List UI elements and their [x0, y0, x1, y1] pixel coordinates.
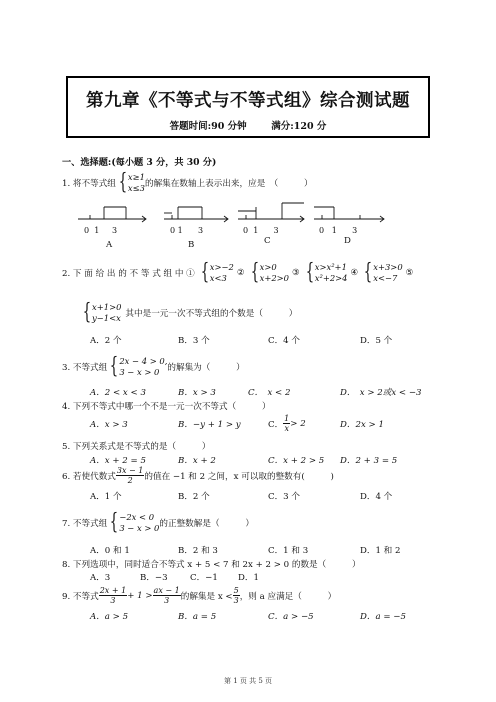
q9-mid-2: 的解集是 x < [180, 591, 233, 602]
question-5: 5. 下列关系式是不等式的是（ ） [62, 442, 211, 452]
q6-tail: 的值在 −1 和 2 之间，x 可以取的整数有( ) [144, 471, 334, 482]
q2-option-b[interactable]: B．3 个 [178, 336, 210, 346]
ineq: 3 − x > 0 [119, 523, 160, 533]
question-9 [62, 586, 336, 605]
q4-options [90, 414, 430, 436]
q8-option-b[interactable]: B．−3 [140, 573, 168, 583]
q5-option-d[interactable]: D．2 + 3 = 5 [340, 456, 398, 466]
q1-text: 1. 将不等式组 [62, 179, 116, 189]
tick: 1 [94, 226, 100, 235]
q5-option-c[interactable]: C．x + 2 > 5 [268, 456, 325, 466]
ineq: x<3 [209, 273, 227, 283]
ineq: y−1<x [92, 313, 121, 323]
tick: 0 [319, 226, 325, 235]
q1-d-ticks [319, 226, 357, 235]
q1-system: { x≥1 x≤3 [118, 170, 145, 195]
tick: 3 [273, 226, 279, 235]
q7-option-a[interactable]: A．0 和 1 [90, 546, 130, 556]
tick: 3 [112, 226, 118, 235]
q1-tail: 的解集在数轴上表示出来，应是 （ ） [144, 179, 313, 189]
q7-system: { −2x < 0 3 − x > 0 [110, 510, 160, 535]
title-box [66, 76, 430, 138]
option-c-label[interactable]: C [264, 236, 271, 246]
q8-option-d[interactable]: D．1 [238, 573, 259, 583]
ineq: x+3>0 [373, 262, 403, 272]
ineq: x²+2>4 [314, 273, 348, 283]
q9-fraction-1 [99, 586, 127, 605]
q6-fraction [116, 466, 144, 485]
ineq: x<−7 [373, 273, 398, 283]
numerator: 3x − 1 [116, 466, 144, 475]
q5-option-a[interactable]: A．x + 2 = 5 [90, 456, 146, 466]
option-a-label[interactable]: A [106, 240, 113, 250]
tick: 3 [198, 226, 204, 235]
numerator: 1 [284, 414, 290, 423]
q8-option-a[interactable]: A．3 [90, 573, 111, 583]
q9-tail: ，则 a 应满足（ ） [239, 591, 337, 602]
q2-system-4: { x+3>0 x<−7 [364, 260, 403, 285]
q1-a-ticks [84, 226, 117, 235]
question-2 [62, 262, 413, 284]
question-4: 4. 下列不等式中哪一个不是一元一次不等式（ ） [62, 402, 271, 412]
numerator: 2x + 1 [99, 586, 127, 595]
q1-ineq-2: x≤3 [127, 183, 145, 193]
q3-text: 3. 不等式组 [62, 363, 108, 373]
q2-system-3: { x>x²+1 x²+2>4 [305, 260, 348, 285]
q7-option-b[interactable]: B．2 和 3 [178, 546, 218, 556]
q1-c-ticks [243, 226, 279, 235]
q9-option-b[interactable]: B．a = 5 [178, 612, 217, 622]
section-heading: 一、选择题:(每小题 3 分，共 30 分) [62, 157, 217, 168]
exam-info [68, 118, 428, 132]
q6-option-c[interactable]: C．3 个 [268, 492, 300, 502]
page-title: 第九章《不等式与不等式组》综合测试题 [86, 91, 410, 111]
q6-option-a[interactable]: A．1 个 [90, 492, 122, 502]
denominator: x [284, 424, 289, 433]
ineq: x>−2 [209, 262, 234, 272]
q7-text: 7. 不等式组 [62, 519, 108, 529]
question-2-cont [80, 302, 297, 324]
ineq: 2x − 4 > 0, [119, 356, 168, 366]
q9-option-c[interactable]: C．a > −5 [268, 612, 314, 622]
q6-text: 6. 若使代数式 [62, 471, 116, 482]
mark: ④ [350, 268, 359, 278]
q2-text: 2. 下 面 给 出 的 不 等 式 组 中 ① [62, 269, 195, 279]
q3-option-b[interactable]: B．x > 3 [178, 388, 216, 398]
page-footer: 第 1 页 共 5 页 [223, 677, 273, 685]
denominator: 2 [127, 476, 133, 485]
q9-option-d[interactable]: D．a = −5 [360, 612, 406, 622]
q2-option-d[interactable]: D．5 个 [360, 336, 393, 346]
numerator: 5 [233, 586, 239, 595]
tick: 3 [352, 226, 358, 235]
q1-number-lines [78, 198, 388, 250]
denominator: 3 [233, 596, 239, 605]
question-6 [62, 466, 334, 485]
ineq: x>0 [259, 262, 277, 272]
q4-option-d[interactable]: D．2x > 1 [340, 420, 384, 430]
question-3 [62, 356, 245, 378]
q9-text: 9. 不等式 [62, 591, 99, 602]
q7-tail: 的正整数解是（ ） [159, 519, 254, 529]
q4-option-a[interactable]: A．x > 3 [90, 420, 128, 430]
ineq: x+1>0 [92, 302, 122, 312]
ineq: 3 − x > 0 [119, 367, 160, 377]
q2-system-5: { x+1>0 y−1<x [82, 300, 122, 325]
q7-option-c[interactable]: C．1 和 3 [268, 546, 309, 556]
q2-system-1: { x>−2 x<3 [200, 260, 234, 285]
denominator: 3 [164, 596, 170, 605]
tick: 0 [170, 226, 176, 235]
exam-time: 答题时间:90 分钟 [169, 121, 247, 132]
q5-option-b[interactable]: B．x + 2 [178, 456, 216, 466]
q9-fraction-2 [153, 586, 181, 605]
q3-system: { 2x − 4 > 0, 3 − x > 0 [110, 354, 168, 379]
q8-option-c[interactable]: C．−1 [190, 573, 218, 583]
q6-option-b[interactable]: B．2 个 [178, 492, 210, 502]
exam-score: 满分:120 分 [271, 121, 327, 132]
question-8: 8. 下列选项中，同时适合不等式 x + 5 < 7 和 2x + 2 > 0 的数是（ ） [62, 560, 361, 570]
q9-mid: + 1 > [127, 590, 153, 601]
ineq: −2x < 0 [119, 512, 155, 522]
q3-option-c[interactable]: C． x < 2 [248, 388, 291, 398]
q3-option-a[interactable]: A．2 < x < 3 [90, 388, 146, 398]
q2-option-a[interactable]: A．2 个 [90, 336, 122, 346]
q4-option-b[interactable]: B．−y + 1 > y [178, 420, 241, 430]
q9-fraction-3 [233, 586, 240, 605]
q6-option-d[interactable]: D．4 个 [360, 492, 393, 502]
q3-option-d[interactable]: D． x > 2或x < −3 [340, 388, 422, 398]
mark: ③ [292, 268, 300, 278]
q4-fraction [283, 414, 290, 433]
ineq: x>x²+1 [314, 262, 347, 272]
tick: 0 [84, 226, 90, 235]
mark: ② [236, 268, 245, 278]
q7-option-d[interactable]: D．1 和 2 [360, 546, 401, 556]
tick: 0 [243, 226, 249, 235]
option-d-label[interactable]: D [344, 236, 351, 246]
tick: 1 [253, 226, 259, 235]
question-1 [62, 172, 313, 194]
q3-tail: 的解集为（ ） [167, 363, 245, 373]
q2-option-c[interactable]: C．4 个 [268, 336, 300, 346]
q4-option-c[interactable] [268, 414, 306, 433]
q2-system-2: { x>0 x+2>0 [250, 260, 290, 285]
option-b-label[interactable]: B [188, 240, 195, 250]
tick: 1 [331, 226, 337, 235]
mark: ⑤ [405, 268, 414, 278]
tick: 1 [177, 226, 183, 235]
option-tail: > 2 [290, 418, 306, 429]
ineq: x+2>0 [259, 273, 290, 283]
denominator: 3 [110, 596, 116, 605]
q1-b-ticks [170, 226, 203, 235]
numerator: ax − 1 [153, 586, 180, 595]
question-7 [62, 512, 254, 534]
q1-ineq-1: x≥1 [127, 172, 145, 182]
q2-tail: 其中是一元一次不等式组的个数是（ ） [125, 309, 298, 319]
q9-option-a[interactable]: A．a > 5 [90, 612, 129, 622]
option-letter: C． [268, 419, 284, 430]
